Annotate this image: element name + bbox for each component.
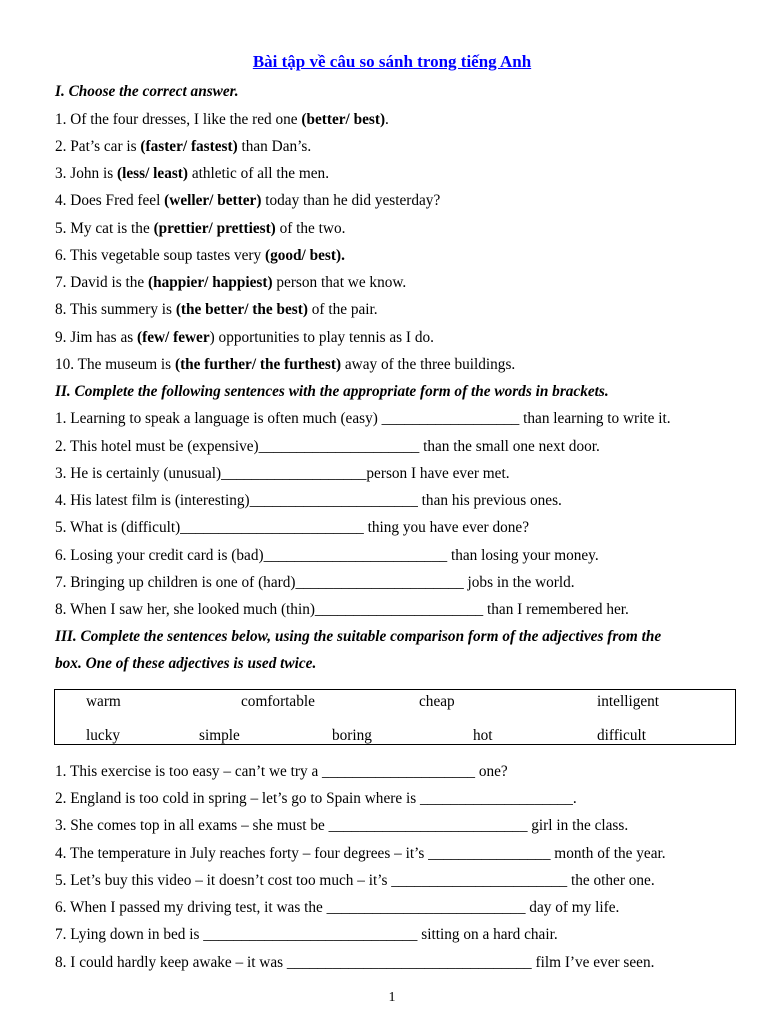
- box-word: simple: [199, 727, 240, 744]
- adjective-box: [54, 689, 736, 745]
- s2-item-3: 3. He is certainly (unusual)___________________person I have ever met.: [55, 465, 510, 482]
- s1-item-5: 5. My cat is the (prettier/ prettiest) of the two.: [55, 220, 346, 237]
- s1-item-10: 10. The museum is (the further/ the furthest) away of the three buildings.: [55, 356, 516, 373]
- section-3-heading-line-2: box. One of these adjectives is used twice.: [55, 655, 317, 672]
- s2-item-6: 6. Losing your credit card is (bad)________________________ than losing your money.: [55, 547, 599, 564]
- box-word: cheap: [419, 693, 455, 710]
- section-1-heading: I. Choose the correct answer.: [55, 83, 239, 100]
- page-title[interactable]: Bài tập về câu so sánh trong tiếng Anh: [252, 52, 532, 71]
- s2-item-5: 5. What is (difficult)________________________ thing you have ever done?: [55, 519, 529, 536]
- s1-item-4: 4. Does Fred feel (weller/ better) today than he did yesterday?: [55, 192, 441, 209]
- s2-item-8: 8. When I saw her, she looked much (thin)______________________ than I remembered her.: [55, 601, 629, 618]
- page-number: 1: [388, 990, 396, 1005]
- box-word: lucky: [86, 727, 120, 744]
- s1-item-1: 1. Of the four dresses, I like the red one (better/ best).: [55, 111, 389, 128]
- section-3-heading-line-1: III. Complete the sentences below, using the suitable comparison form of the adjectives from the: [55, 628, 662, 645]
- box-word: comfortable: [241, 693, 315, 710]
- s3-item-3: 3. She comes top in all exams – she must be __________________________ girl in the class.: [55, 817, 629, 834]
- s3-item-4: 4. The temperature in July reaches forty – four degrees – it’s ________________ month of the year.: [55, 845, 666, 862]
- s3-item-8: 8. I could hardly keep awake – it was ________________________________ film I’ve ever seen.: [55, 954, 655, 971]
- s1-item-6: 6. This vegetable soup tastes very (good/ best).: [55, 247, 345, 264]
- box-word: difficult: [597, 727, 646, 744]
- s1-item-2: 2. Pat’s car is (faster/ fastest) than Dan’s.: [55, 138, 312, 155]
- s3-item-2: 2. England is too cold in spring – let’s go to Spain where is ____________________.: [55, 790, 577, 807]
- box-word: hot: [473, 727, 493, 744]
- s1-item-8: 8. This summery is (the better/ the best) of the pair.: [55, 301, 378, 318]
- box-word: intelligent: [597, 693, 660, 710]
- s1-item-7: 7. David is the (happier/ happiest) person that we know.: [55, 274, 407, 291]
- box-word: warm: [86, 693, 121, 710]
- s2-item-1: 1. Learning to speak a language is often much (easy) __________________ than learning to write it.: [55, 410, 671, 427]
- s1-item-9: 9. Jim has as (few/ fewer) opportunities to play tennis as I do.: [55, 329, 434, 346]
- s2-item-4: 4. His latest film is (interesting)______________________ than his previous ones.: [55, 492, 562, 509]
- s3-item-6: 6. When I passed my driving test, it was the __________________________ day of my life.: [55, 899, 620, 916]
- s3-item-5: 5. Let’s buy this video – it doesn’t cost too much – it’s _______________________ the other one.: [55, 872, 655, 889]
- section-2-heading: II. Complete the following sentences with the appropriate form of the words in brackets.: [55, 383, 609, 400]
- s2-item-2: 2. This hotel must be (expensive)_____________________ than the small one next door.: [55, 438, 600, 455]
- box-word: boring: [332, 727, 372, 744]
- s2-item-7: 7. Bringing up children is one of (hard)______________________ jobs in the world.: [55, 574, 575, 591]
- s3-item-7: 7. Lying down in bed is ____________________________ sitting on a hard chair.: [55, 926, 558, 943]
- s3-item-1: 1. This exercise is too easy – can’t we try a ____________________ one?: [55, 763, 508, 780]
- s1-item-3: 3. John is (less/ least) athletic of all the men.: [55, 165, 330, 182]
